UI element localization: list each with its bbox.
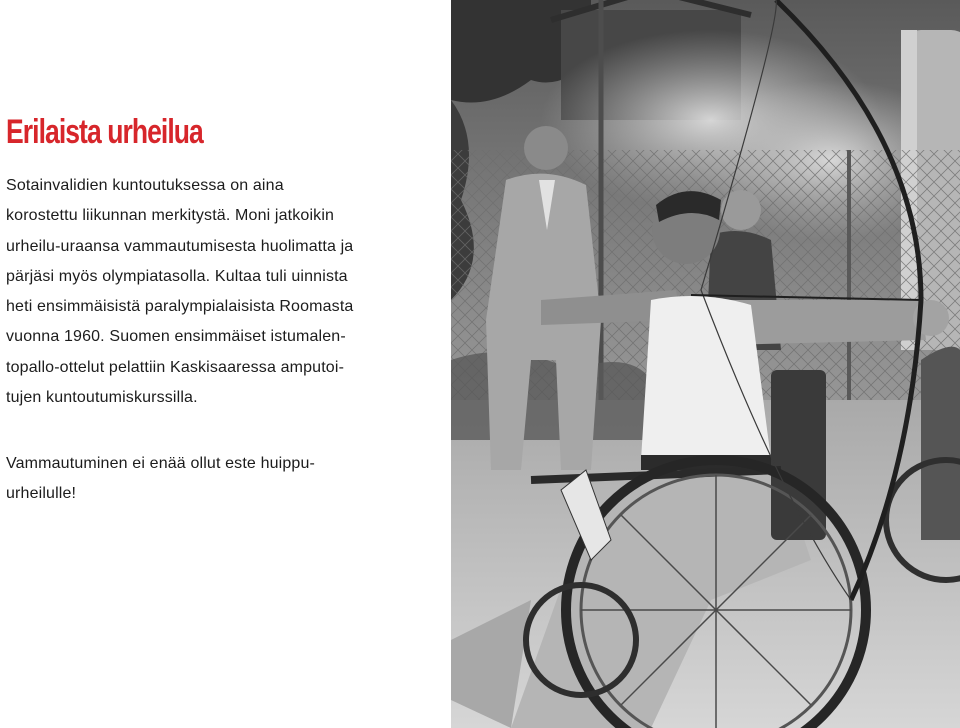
paragraph-line: Vammautuminen ei enää ollut este huippu- [6, 455, 315, 472]
article-title: Erilaista urheilua [6, 113, 203, 151]
paragraph-line: pärjäsi myös olympiatasolla. Kultaa tuli uinnista [6, 267, 348, 285]
article-text-column [6, 0, 446, 728]
article-paragraph-2 [6, 449, 315, 510]
paragraph-line: urheilulle! [6, 485, 77, 503]
photo-illustration [451, 0, 960, 728]
article-paragraph-1 [6, 171, 353, 413]
paragraph-line: vuonna 1960. Suomen ensimmäiset istumalen- [6, 328, 346, 346]
paragraph-line: tujen kuntoutumiskurssilla. [6, 389, 198, 407]
wheelchair-archer-photo [451, 0, 960, 728]
paragraph-line: heti ensimmäisistä paralympialaisista Roomasta [6, 298, 354, 316]
paragraph-line: korostettu liikunnan merkitystä. Moni jatkoikin [6, 207, 335, 225]
paragraph-line: topallo-ottelut pelattiin Kaskisaaressa amputoi- [6, 358, 345, 376]
paragraph-line: Sotainvalidien kuntoutuksessa on aina [6, 177, 284, 194]
paragraph-line: urheilu-uraansa vammautumisesta huolimatta ja [6, 237, 354, 255]
